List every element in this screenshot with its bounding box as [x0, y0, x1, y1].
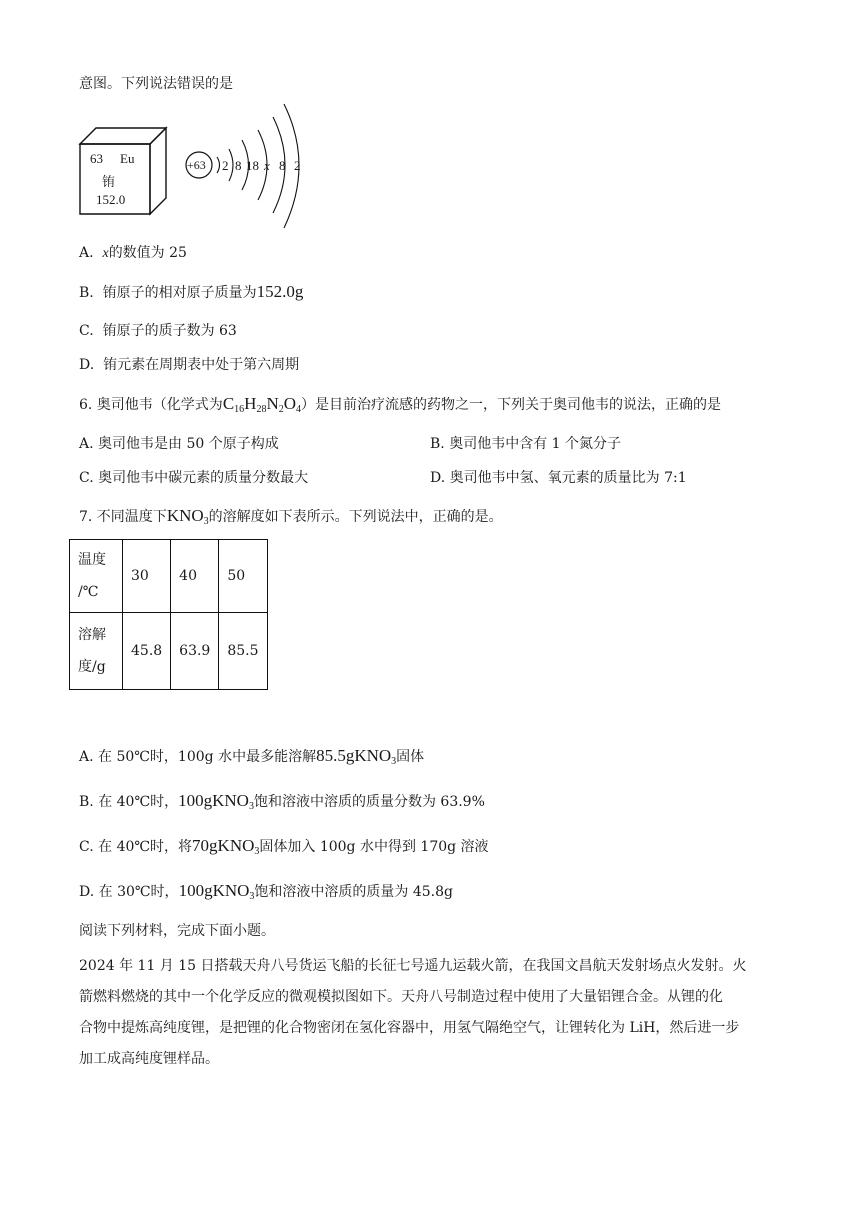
element-symbol: Eu [120, 151, 135, 166]
q6-formula: $C_{16}H_{28}N_2O_4$ [222, 394, 301, 415]
q6-option-d: D. 奥司他韦中氢、氧元素的质量比为 7:1 [430, 470, 687, 486]
q7-option-b: B. 在 40℃时，100gKNO$_3$饱和溶液中溶质的质量分数为 63.9% [79, 791, 485, 812]
atomic-mass: 152.0 [96, 192, 126, 207]
table-cell: 63.9 [171, 613, 219, 690]
element-cell-figure [80, 128, 172, 216]
table-cell: 45.8 [123, 613, 171, 690]
shell-arc-2 [229, 149, 233, 181]
q6-option-c: C. 奥司他韦中碳元素的质量分数最大 [79, 470, 309, 486]
element-cube-outline [80, 128, 172, 216]
shell-count-1: 2 [222, 158, 229, 173]
q5-option-a: A. x的数值为 25 [79, 245, 187, 261]
q7-stem: 7. 不同温度下$KNO_3$的溶解度如下表所示。下列说法中，正确的是。 [79, 506, 503, 527]
table-row-solubility [70, 613, 268, 690]
table-row-temperature [70, 540, 268, 613]
q5-stem: 意图。下列说法错误的是 [79, 76, 233, 92]
q7-option-d: D. 在 30℃时，100gKNO$_3$饱和溶液中溶质的质量为 45.8g [79, 881, 453, 902]
q5-option-c: C. 铕原子的质子数为 63 [79, 323, 237, 339]
atomic-number: 63 [90, 151, 103, 166]
q7-option-a: A. 在 50℃时，100g 水中最多能溶解85.5gKNO$_3$固体 [79, 746, 425, 767]
q6-stem: 6. 奥司他韦（化学式为$C_{16}H_{28}N_2O_4$）是目前治疗流感的药物之一，下列关于奥司他韦的说法，正确的是 [79, 394, 721, 415]
material-paragraph: 2024 年 11 月 15 日搭载天舟八号货运飞船的长征七号遥九运载火箭，在我国文昌航天发射场点火发射。火 箭燃料燃烧的其中一个化学反应的微观模拟图如下。天舟八号制造过程中使用了大量铝锂合金。从锂的化 合物中提炼高纯度锂，是把锂的化合物密闭在氢化容器中，用氢气隔绝空气，让锂转化为 LiH，然后进一步 加工成高纯度锂样品。 [79, 958, 747, 1067]
table-cell: 85.5 [219, 613, 267, 690]
shell-count-6: 2 [294, 158, 301, 173]
table-header-temperature: 温度 /℃ [70, 540, 123, 613]
q5-option-b: B. 铕原子的相对原子质量为152.0g [79, 282, 304, 301]
q7-formula: $KNO_3$ [166, 506, 209, 527]
shell-count-5: 8 [279, 158, 286, 173]
atom-structure-diagram [180, 102, 320, 232]
q7-option-c: C. 在 40℃时，将70gKNO$_3$固体加入 100g 水中得到 170g 溶液 [79, 836, 489, 857]
nucleus-charge: +63 [187, 158, 206, 172]
material-intro: 阅读下列材料，完成下面小题。 [79, 923, 275, 939]
q5-option-d: D. 铕元素在周期表中处于第六周期 [79, 357, 300, 373]
q6-option-a: A. 奥司他韦是由 50 个原子构成 [79, 436, 279, 452]
table-cell: 40 [171, 540, 219, 613]
table-cell: 30 [123, 540, 171, 613]
q6-option-b: B. 奥司他韦中含有 1 个氮分子 [430, 436, 621, 452]
element-name: 铕 [102, 175, 116, 190]
table-cell: 50 [219, 540, 267, 613]
shell-count-3: 18 [246, 158, 259, 173]
shell-count-2: 8 [235, 158, 242, 173]
solubility-table [69, 539, 268, 690]
table-header-solubility: 溶解 度/g [70, 613, 123, 690]
shell-arc-1 [217, 157, 220, 173]
shell-count-4: x [264, 158, 270, 173]
